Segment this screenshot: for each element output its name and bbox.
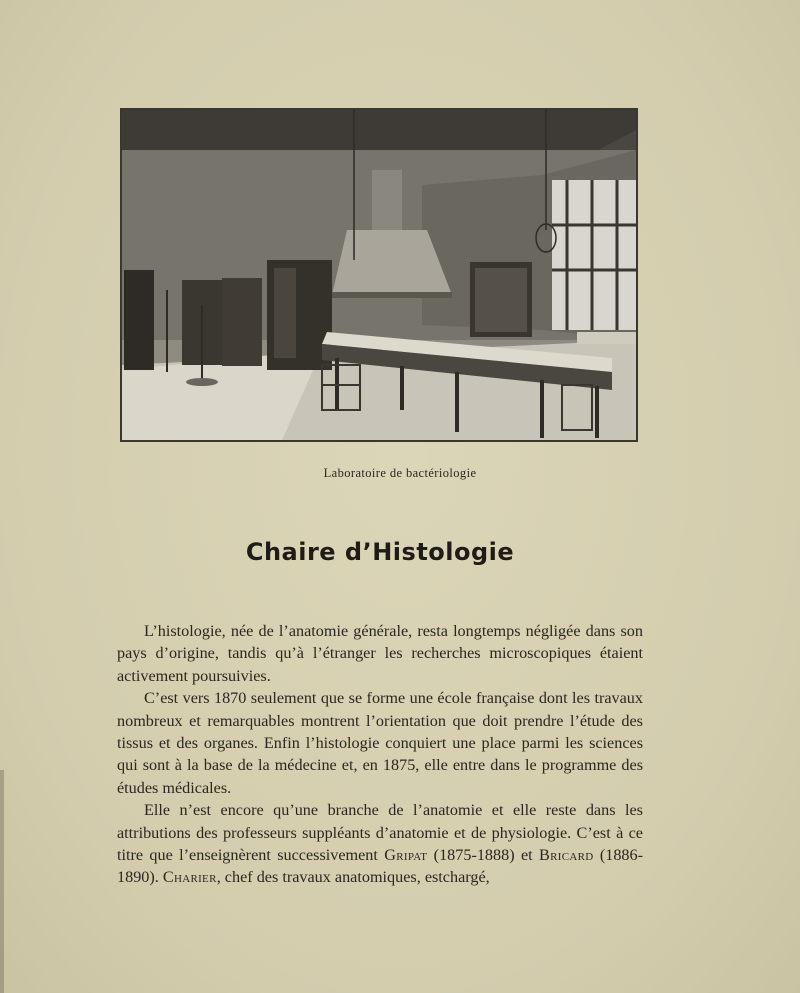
laboratory-photo-image [122, 110, 636, 440]
paragraph-3-text-b: (1875-1888) et [427, 846, 540, 865]
laboratory-photograph [120, 108, 638, 442]
paragraph-2: C’est vers 1870 seulement que se forme une école française dont les travaux nombreux et remarquables montrent l’orientation que doit prendre l’étude des tissus et des organes. Enfin l’histologie conquiert une place parmi les sciences qui sont à la base de la médecine et, en 1875, elle entre dans le programme des études médicales. [117, 689, 643, 797]
paragraph-1: L’histologie, née de l’anatomie générale, resta longtemps négligée dans son pays d’origine, tandis qu’à l’étranger les recherches microscopiques étaient activement poursuivies. [117, 622, 643, 685]
page-edge-shadow [0, 770, 4, 993]
paragraph-3-text-c: (1886-1890). [117, 846, 644, 887]
figure-caption: Laboratoire de bactériologie [323, 466, 477, 480]
paragraph-3 [117, 799, 643, 889]
paragraph-3-text-a: Elle n’est encore qu’une branche de l’anatomie et elle reste dans les attributions des professeurs suppléants d’anatomie et de physiologie. C’est à ce titre que l’enseignèrent successivement [117, 801, 643, 865]
paragraph-3-text-d: , chef des travaux anatomiques, estchargé, [216, 868, 490, 887]
person-name-bricard: Bricard [539, 846, 594, 865]
person-name-charier: Charier [162, 868, 217, 887]
body-text [117, 620, 643, 889]
section-title: Chaire d’Histologie [245, 538, 515, 566]
person-name-gripat: Gripat [384, 846, 428, 865]
